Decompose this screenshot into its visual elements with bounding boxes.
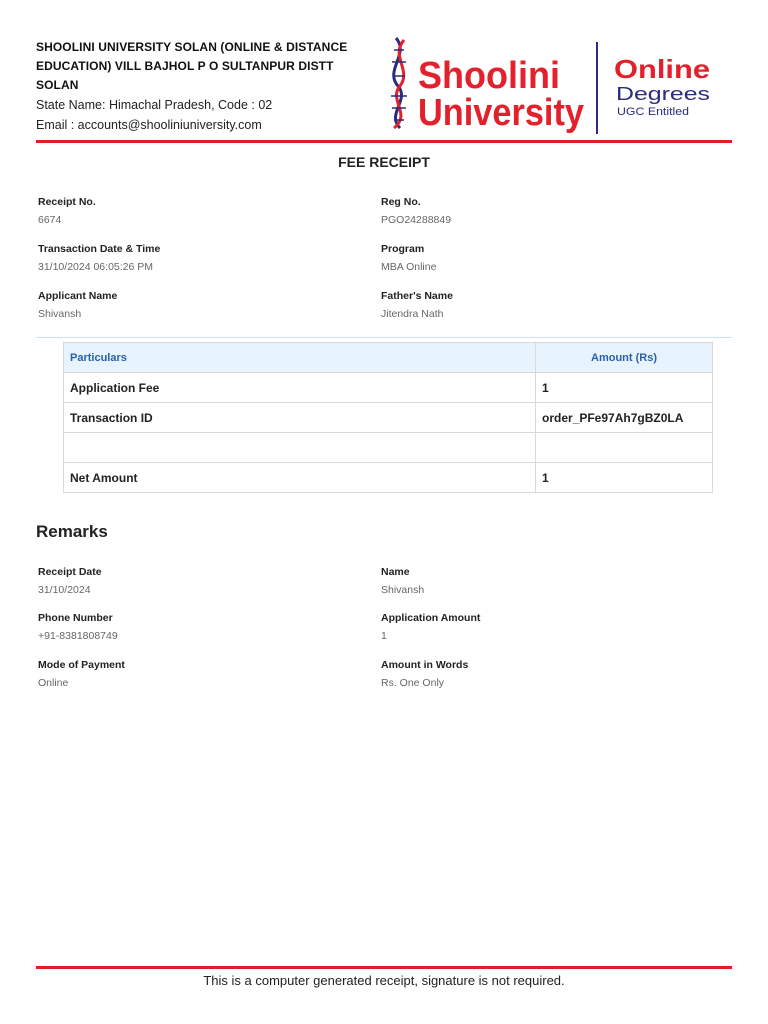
details-divider: [36, 337, 732, 338]
phone-number-value: +91-8381808749: [38, 630, 118, 642]
footer-divider: [36, 966, 732, 969]
university-name: SHOOLINI UNIVERSITY SOLAN (ONLINE & DISTANCE EDUCATION) VILL BAJHOL P O SULTANPUR DISTT SOLAN: [36, 40, 348, 92]
payment-mode-value: Online: [38, 677, 69, 689]
row-amount: 1: [536, 463, 713, 493]
university-address: [36, 38, 376, 135]
state-line: State Name: Himachal Pradesh, Code : 02: [36, 98, 273, 112]
receipt-date-label: Receipt Date: [38, 566, 102, 578]
applicant-name-value: Shivansh: [38, 308, 82, 320]
phone-number-label: Phone Number: [38, 612, 113, 624]
application-amount-value: 1: [381, 630, 387, 642]
logo-online: Online: [614, 54, 710, 84]
amount-in-words-value: Rs. One Only: [381, 677, 445, 689]
logo-word-university: University: [418, 92, 584, 134]
transaction-datetime-value: 31/10/2024 06:05:26 PM: [38, 261, 154, 273]
program-label: Program: [381, 243, 425, 255]
program-field: [381, 243, 436, 274]
row-amount: order_PFe97Ah7gBZ0LA: [536, 403, 713, 433]
program-value: MBA Online: [381, 261, 437, 273]
amount-in-words-field: [381, 659, 468, 690]
dna-helix-icon: [391, 38, 407, 128]
applicant-name-label: Applicant Name: [38, 290, 118, 302]
receipt-header: [36, 36, 732, 140]
reg-no-label: Reg No.: [381, 196, 421, 208]
fathers-name-label: Father's Name: [381, 290, 453, 302]
name-value: Shivansh: [381, 584, 425, 596]
row-particular: Transaction ID: [64, 403, 536, 433]
table-row: [64, 373, 713, 403]
applicant-name-field: [38, 290, 117, 321]
receipt-no-value: 6674: [38, 214, 62, 226]
transaction-datetime-field: [38, 243, 160, 274]
receipt-date-value: 31/10/2024: [38, 584, 91, 596]
logo-degrees: Degrees: [616, 84, 710, 104]
application-amount-label: Application Amount: [381, 612, 481, 624]
receipt-no-field: [38, 196, 96, 227]
receipt-date-field: [38, 566, 102, 597]
header-divider: [36, 140, 732, 143]
row-particular: Net Amount: [64, 463, 536, 493]
reg-no-value: PGO24288849: [381, 214, 452, 226]
logo-graphic: [388, 36, 732, 136]
fathers-name-field: [381, 290, 453, 321]
name-label: Name: [381, 566, 410, 578]
row-amount: [536, 433, 713, 463]
application-amount-field: [381, 612, 480, 643]
remarks-heading: Remarks: [36, 522, 108, 541]
col-amount: Amount (Rs): [536, 343, 713, 373]
col-particulars: Particulars: [64, 343, 536, 373]
fathers-name-value: Jitendra Nath: [381, 308, 444, 320]
row-particular: Application Fee: [64, 373, 536, 403]
fees-table-header: [64, 343, 713, 373]
logo-ugc-entitled: UGC Entitled: [617, 106, 689, 118]
phone-number-field: [38, 612, 118, 643]
payment-mode-field: [38, 659, 125, 690]
row-particular: [64, 433, 536, 463]
receipt-no-label: Receipt No.: [38, 196, 96, 208]
payment-mode-label: Mode of Payment: [38, 659, 125, 671]
amount-in-words-label: Amount in Words: [381, 659, 469, 671]
table-row: [64, 403, 713, 433]
logo-word-shoolini: Shoolini: [418, 55, 560, 97]
shoolini-logo: [388, 36, 732, 136]
reg-no-field: [381, 196, 451, 227]
name-field: [381, 566, 424, 597]
page-title: FEE RECEIPT: [338, 154, 430, 170]
fees-table: [63, 342, 713, 493]
table-row: [64, 433, 713, 463]
table-row: [64, 463, 713, 493]
row-amount: 1: [536, 373, 713, 403]
footer-note: This is a computer generated receipt, signature is not required.: [203, 973, 565, 988]
transaction-datetime-label: Transaction Date & Time: [38, 243, 161, 255]
email-line: Email : accounts@shooliniuniversity.com: [36, 118, 262, 132]
